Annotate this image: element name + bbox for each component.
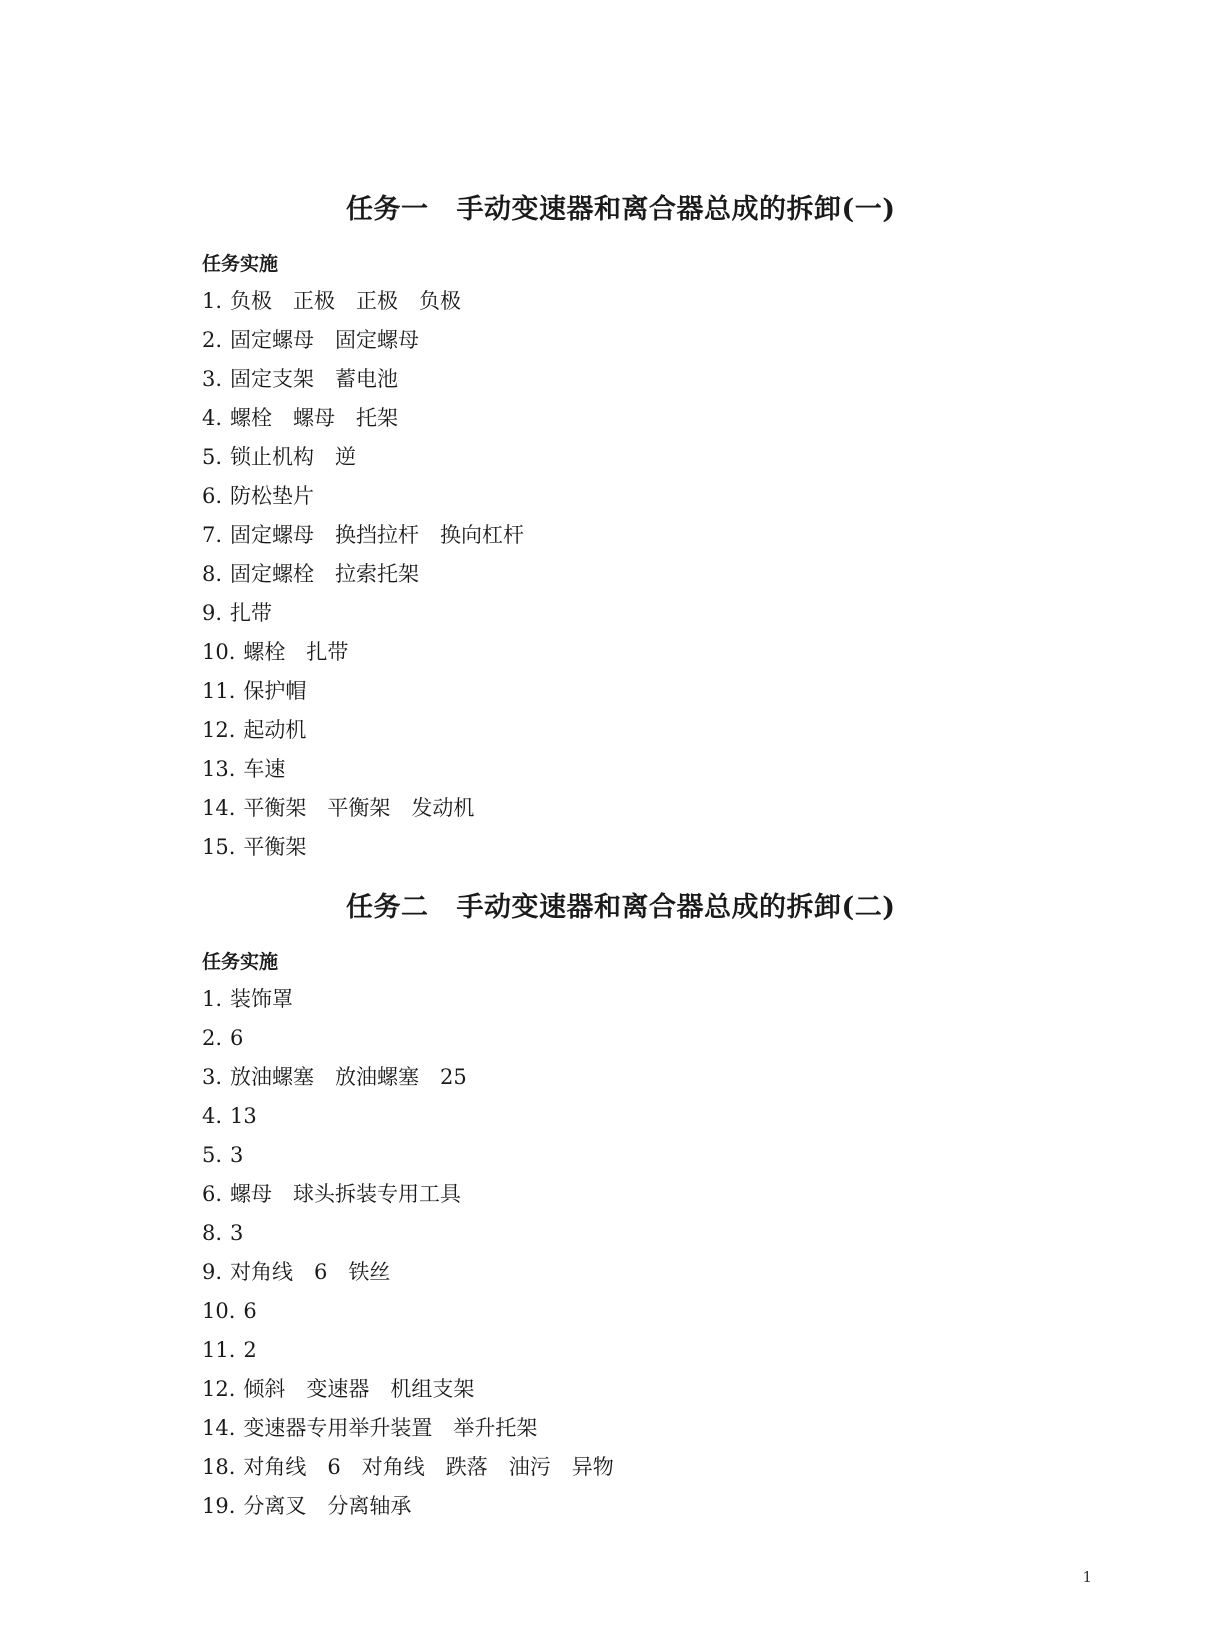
answer-item	[202, 711, 1022, 750]
answer-number: 2.	[202, 1026, 223, 1050]
answer-text: 负极 正极 正极 负极	[230, 289, 462, 313]
answer-item	[202, 360, 1022, 399]
answer-text: 2	[243, 1338, 257, 1362]
answer-number: 12.	[202, 718, 236, 742]
answer-text: 螺母 球头拆装专用工具	[230, 1182, 462, 1206]
section-title-main: 手动变速器和离合器总成的拆卸(二)	[456, 892, 896, 923]
section-title-task: 任务二	[346, 892, 429, 923]
answer-item	[202, 1019, 1022, 1058]
answer-number: 11.	[202, 679, 236, 703]
answer-text: 放油螺塞 放油螺塞 25	[230, 1065, 467, 1089]
answer-number: 11.	[202, 1338, 236, 1362]
section-task-1	[202, 186, 1022, 867]
answer-item	[202, 555, 1022, 594]
answer-text: 扎带	[230, 601, 273, 625]
answer-item	[202, 594, 1022, 633]
answer-number: 18.	[202, 1455, 236, 1479]
answer-item	[202, 1175, 1022, 1214]
answer-number: 9.	[202, 1260, 223, 1284]
answer-item	[202, 1292, 1022, 1331]
answer-text: 保护帽	[243, 679, 307, 703]
answer-item	[202, 1487, 1022, 1526]
answer-text: 对角线 6 铁丝	[230, 1260, 391, 1284]
answer-text: 固定螺母 换挡拉杆 换向杠杆	[230, 523, 525, 547]
answer-item	[202, 282, 1022, 321]
answer-text: 固定螺栓 拉索托架	[230, 562, 420, 586]
section-task-2	[202, 884, 1022, 1526]
answer-number: 14.	[202, 1416, 236, 1440]
answer-number: 3.	[202, 1065, 223, 1089]
answer-number: 1.	[202, 289, 223, 313]
answer-text: 13	[230, 1104, 257, 1128]
answer-text: 螺栓 螺母 托架	[230, 406, 399, 430]
answer-item	[202, 516, 1022, 555]
answer-text: 防松垫片	[230, 484, 315, 508]
answer-text: 平衡架 平衡架 发动机	[243, 796, 475, 820]
answer-number: 10.	[202, 1299, 236, 1323]
answer-item	[202, 1331, 1022, 1370]
answer-text: 平衡架	[243, 835, 307, 859]
answer-number: 19.	[202, 1494, 236, 1518]
answer-text: 起动机	[243, 718, 307, 742]
answer-number: 13.	[202, 757, 236, 781]
answer-text: 固定支架 蓄电池	[230, 367, 399, 391]
page-number: 1	[1082, 1568, 1092, 1586]
answer-number: 6.	[202, 484, 223, 508]
answer-item	[202, 633, 1022, 672]
answer-text: 对角线 6 对角线 跌落 油污 异物	[243, 1455, 614, 1479]
answer-item	[202, 750, 1022, 789]
sub-heading: 任务实施	[202, 253, 279, 275]
answer-number: 8.	[202, 562, 223, 586]
answer-text: 螺栓 扎带	[243, 640, 349, 664]
answer-text: 固定螺母 固定螺母	[230, 328, 420, 352]
answer-text: 变速器专用举升装置 举升托架	[243, 1416, 538, 1440]
answer-item	[202, 1370, 1022, 1409]
answer-list	[202, 282, 1022, 867]
section-title-main: 手动变速器和离合器总成的拆卸(一)	[456, 194, 896, 225]
answer-text: 装饰罩	[230, 987, 294, 1011]
answer-number: 14.	[202, 796, 236, 820]
answer-number: 9.	[202, 601, 223, 625]
answer-list	[202, 980, 1022, 1526]
answer-item	[202, 1253, 1022, 1292]
answer-item	[202, 672, 1022, 711]
answer-item	[202, 321, 1022, 360]
answer-item	[202, 1097, 1022, 1136]
answer-item	[202, 1214, 1022, 1253]
answer-text: 锁止机构 逆	[230, 445, 357, 469]
answer-item	[202, 477, 1022, 516]
answer-item	[202, 438, 1022, 477]
answer-number: 15.	[202, 835, 236, 859]
answer-text: 3	[230, 1143, 244, 1167]
sub-heading: 任务实施	[202, 951, 279, 973]
answer-item	[202, 1409, 1022, 1448]
section-title	[202, 884, 1022, 932]
answer-item	[202, 980, 1022, 1019]
answer-item	[202, 399, 1022, 438]
answer-text: 3	[230, 1221, 244, 1245]
answer-number: 7.	[202, 523, 223, 547]
answer-text: 倾斜 变速器 机组支架	[243, 1377, 475, 1401]
answer-number: 1.	[202, 987, 223, 1011]
section-title-task: 任务一	[346, 194, 429, 225]
answer-number: 5.	[202, 1143, 223, 1167]
answer-number: 8.	[202, 1221, 223, 1245]
answer-number: 5.	[202, 445, 223, 469]
answer-number: 4.	[202, 406, 223, 430]
answer-text: 车速	[243, 757, 286, 781]
answer-item	[202, 1058, 1022, 1097]
answer-item	[202, 789, 1022, 828]
answer-text: 6	[230, 1026, 244, 1050]
answer-number: 4.	[202, 1104, 223, 1128]
section-title	[202, 186, 1022, 234]
answer-number: 6.	[202, 1182, 223, 1206]
answer-number: 3.	[202, 367, 223, 391]
answer-text: 分离叉 分离轴承	[243, 1494, 412, 1518]
answer-item	[202, 828, 1022, 867]
answer-item	[202, 1448, 1022, 1487]
answer-number: 10.	[202, 640, 236, 664]
answer-number: 2.	[202, 328, 223, 352]
answer-item	[202, 1136, 1022, 1175]
answer-number: 12.	[202, 1377, 236, 1401]
answer-text: 6	[243, 1299, 257, 1323]
